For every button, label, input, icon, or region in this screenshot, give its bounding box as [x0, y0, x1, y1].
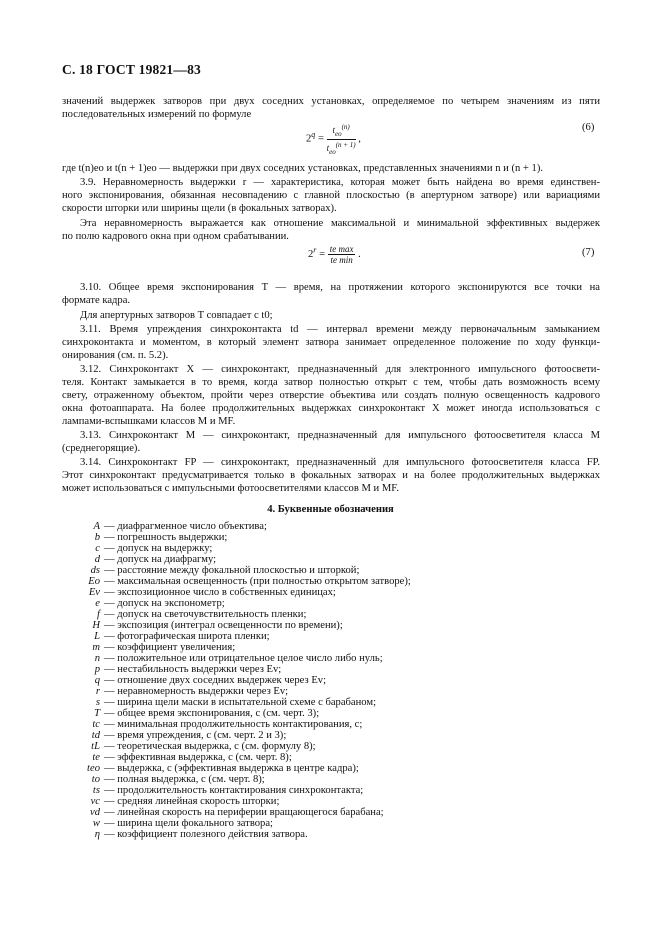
symbol: vd — [90, 807, 100, 818]
p311-line-3: онирования (см. п. 5.2). — [62, 350, 169, 361]
formula-7-eq: = — [319, 248, 326, 260]
symbol: H — [92, 620, 100, 631]
formula-6-base: 2 — [306, 133, 312, 145]
symbol-description: — допуск на светочувствительность пленки; — [104, 609, 307, 620]
symbol-description: — допуск на экспонометр; — [104, 598, 225, 609]
symbol-description: — линейная скорость на периферии вращающегося барабана; — [104, 807, 384, 818]
symbol-description: — полная выдержка, с (см. черт. 8); — [104, 774, 265, 785]
symbol: to — [91, 774, 100, 785]
symbol: f — [97, 609, 100, 620]
symbol-description: — экспозиционное число в собственных единицах; — [104, 587, 336, 598]
symbol: e — [95, 598, 100, 609]
symbols-legend — [0, 521, 661, 841]
intro-line-2: последовательных измерений по формуле — [62, 109, 252, 120]
symbol: d — [94, 554, 100, 565]
symbol: Eo — [88, 576, 100, 587]
symbol-description: — нестабильность выдержки через Ev; — [104, 664, 282, 675]
symbol: q — [94, 675, 100, 686]
formula-7-base: 2 — [308, 248, 314, 260]
symbol-description: — коэффициент увеличения; — [104, 642, 236, 653]
symbol-description: — фотографическая широта пленки; — [104, 631, 270, 642]
symbol-description: — коэффициент полезного действия затвора. — [104, 829, 308, 840]
symbol-description: — средняя линейная скорость шторки; — [104, 796, 280, 807]
p312-line-3: свету, отраженному объектом, пройти через отверстие объектива или создать полную освещенность кадрового — [62, 390, 600, 401]
formula-6-number: (6) — [582, 122, 595, 133]
symbol: tc — [92, 719, 100, 730]
p39-line-2: ного экспонирования, обязанная несовпадению с главной плоскостью (в апертурном затворе) или вариациями — [62, 190, 600, 201]
formula-6 — [306, 122, 361, 154]
p39-line-1: 3.9. Неравномерность выдержки r — характеристика, которая может быть найдена во время единствен- — [80, 177, 600, 188]
formula-7-number: (7) — [582, 247, 595, 258]
symbol: r — [95, 686, 100, 697]
formula-6-den-sub: eo — [329, 147, 336, 156]
p312-line-4: окна фотоаппарата. На более продолжительных выдержках синхроконтакт X может иногда использоваться с — [62, 403, 600, 414]
symbol: teo — [87, 763, 100, 774]
p39-line-3: скорости шторки или ширины щели (в фокальных затворах). — [62, 203, 337, 214]
symbol-description: — неравномерность выдержки через Ev; — [104, 686, 289, 697]
symbol-description: — ширина щели маски в испытательной схеме с барабаном; — [104, 697, 377, 708]
p310-line-2: формате кадра. — [62, 295, 131, 306]
symbol: A — [93, 521, 100, 532]
formula-6-tail: , — [358, 133, 361, 145]
symbol: ds — [90, 565, 100, 576]
page-header: С. 18 ГОСТ 19821—83 — [62, 62, 201, 77]
p313-line-1: 3.13. Синхроконтакт M — синхроконтакт, предназначенный для импульсного фотоосветителя класса M — [80, 430, 600, 441]
p310-line-1: 3.10. Общее время экспонирования T — время, на протяжении которого экспонируются все точки на — [80, 282, 600, 293]
p313-line-2: (среднегорящие). — [62, 443, 141, 454]
symbol-description: — расстояние между фокальной плоскостью и шторкой; — [104, 565, 360, 576]
formula-6-num-sub: eo — [334, 129, 342, 138]
formula-6-den: t — [326, 142, 330, 153]
formula-6-where: где t(n)eo и t(n + 1)eo — выдержки при двух соседних установках, представленных значениями n и (n + 1). — [62, 163, 544, 174]
intro-line-1: значений выдержек затворов при двух соседних установках, определяемое по четырем значениям из пяти — [62, 96, 600, 107]
p312-line-5: лампами-вспышками классов M и MF. — [62, 416, 236, 427]
symbol-description: — выдержка, с (эффективная выдержка в центре кадра); — [104, 763, 359, 774]
p39b-line-1: Эта неравномерность выражается как отношение максимальной и минимальной эффективных выдержек — [80, 218, 600, 229]
symbol: Ev — [88, 587, 100, 598]
symbol-description: — диафрагменное число объектива; — [104, 521, 267, 532]
p39b-line-2: по полю кадрового окна при одном срабатывании. — [62, 231, 289, 242]
formula-7-fraction — [328, 244, 356, 265]
p311-line-2: синхроконтакта и моментом, в который элемент затвора занимает определенное положение по ходу функци- — [62, 337, 600, 348]
symbol-description: — допуск на диафрагму; — [104, 554, 217, 565]
p312-line-1: 3.12. Синхроконтакт X — синхроконтакт, предназначенный для электронного импульсного фотоосвети- — [80, 364, 600, 375]
symbol: w — [92, 818, 100, 829]
formula-6-eq: = — [317, 133, 324, 145]
symbol-description: — общее время экспонирования, с (см. черт. 3); — [104, 708, 320, 719]
symbol: p — [94, 664, 100, 675]
symbol: m — [92, 642, 100, 653]
symbol: η — [94, 829, 100, 840]
p310-line-3: Для апертурных затворов T совпадает с t0; — [80, 310, 273, 321]
formula-6-exp: q — [311, 130, 316, 140]
symbol: tL — [91, 741, 100, 752]
formula-6-num: t — [332, 125, 335, 135]
symbol-description: — время упреждения, с (см. черт. 2 и 3); — [104, 730, 287, 741]
formula-7-tail: . — [358, 248, 361, 260]
formula-7-den: te min — [330, 255, 353, 265]
symbol: te — [92, 752, 100, 763]
p312-line-2: теля. Контакт замыкается в то время, когда затвор полностью открыт с тем, чтобы дать возможность всему — [62, 377, 600, 388]
p314-line-2: Этот синхроконтакт предусматривается только в фокальных затворах и на более продолжительных выдержках — [62, 470, 600, 481]
symbol-description: — положительное или отрицательное целое число либо нуль; — [104, 653, 383, 664]
symbol-description: — максимальная освещенность (при полностью открытом затворе); — [104, 576, 411, 587]
symbol-description: — продолжительность контактирования синхроконтакта; — [104, 785, 364, 796]
p314-line-1: 3.14. Синхроконтакт FP — синхроконтакт, предназначенный для импульсного фотоосветителя класса FP. — [80, 457, 600, 468]
symbol: T — [94, 708, 100, 719]
formula-6-num-sup: (n) — [341, 123, 350, 131]
symbol: b — [94, 532, 100, 543]
symbol: ts — [92, 785, 100, 796]
section-4-title: 4. Буквенные обозначения — [267, 504, 394, 515]
symbol-description: — допуск на выдержку; — [104, 543, 213, 554]
symbol-description: — ширина щели фокального затвора; — [104, 818, 273, 829]
symbol: td — [91, 730, 100, 741]
symbol-description: — экспозиция (интеграл освещенности по времени); — [104, 620, 343, 631]
formula-6-fraction — [327, 122, 356, 157]
formula-6-den-sup: (n + 1) — [335, 140, 356, 149]
p314-line-3: может использоваться с импульсными фотоосветителями классов M и MF. — [62, 483, 399, 494]
formula-7-num: te max — [329, 244, 354, 254]
symbol: s — [95, 697, 100, 708]
symbol: n — [94, 653, 100, 664]
symbol: vc — [90, 796, 100, 807]
symbol: c — [95, 543, 100, 554]
symbol-description: — эффективная выдержка, с (см. черт. 8); — [104, 752, 292, 763]
formula-7-exp: r — [313, 245, 317, 255]
p311-line-1: 3.11. Время упреждения синхроконтакта td — интервал времени между первоначальным замыканием — [80, 324, 600, 335]
symbol-description: — отношение двух соседних выдержек через Ev; — [104, 675, 327, 686]
symbol-description: — погрешность выдержки; — [104, 532, 228, 543]
formula-7 — [308, 244, 361, 274]
symbol: L — [94, 631, 100, 642]
symbol-description: — теоретическая выдержка, с (см. формулу 8); — [104, 741, 316, 752]
symbol-description: — минимальная продолжительность контактирования, с; — [104, 719, 363, 730]
